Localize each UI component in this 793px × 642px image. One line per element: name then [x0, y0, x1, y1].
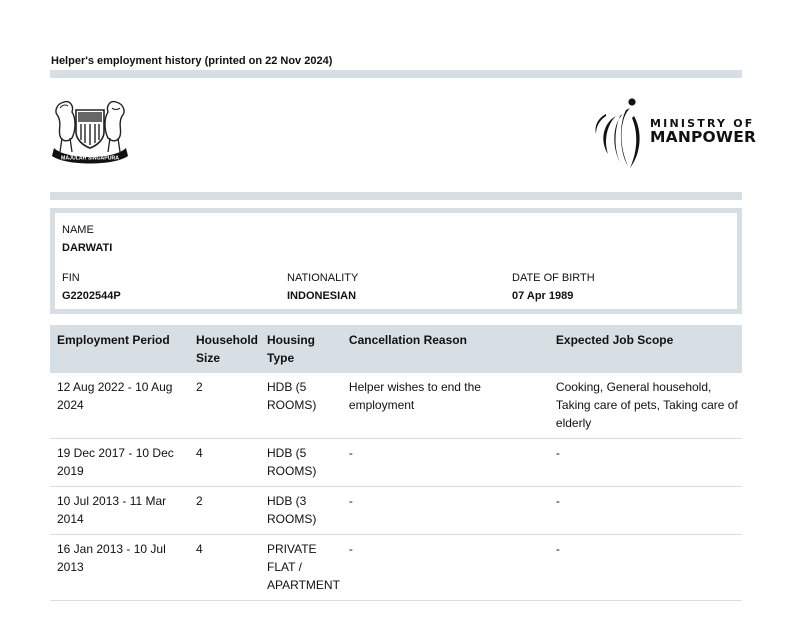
logo-line2: MANPOWER — [650, 128, 757, 146]
cell-scope: Cooking, General household, Taking care of pets, Taking care of elderly — [549, 373, 742, 439]
section-divider — [50, 192, 742, 200]
employment-history-table — [50, 325, 742, 601]
logo-line1: MINISTRY OF — [650, 117, 755, 130]
table-row — [50, 535, 742, 601]
cell-housing: HDB (3 ROOMS) — [260, 487, 342, 535]
header-housing-type: Housing Type — [260, 325, 342, 373]
header-expected-job-scope: Expected Job Scope — [549, 325, 742, 373]
cell-housing: HDB (5 ROOMS) — [260, 439, 342, 487]
page-title: Helper's employment history (printed on 22 Nov 2024) — [51, 55, 333, 67]
table-row — [50, 373, 742, 439]
fin-value: G2202544P — [62, 290, 121, 302]
cell-period: 19 Dec 2017 - 10 Dec 2019 — [50, 439, 189, 487]
crest-motto: MAJULAH SINGAPURA — [61, 155, 119, 162]
cell-scope: - — [549, 487, 742, 535]
cell-size: 2 — [189, 373, 260, 439]
name-value: DARWATI — [62, 242, 113, 254]
cell-size: 4 — [189, 439, 260, 487]
dob-label: DATE OF BIRTH — [512, 272, 595, 284]
cell-period: 10 Jul 2013 - 11 Mar 2014 — [50, 487, 189, 535]
singapore-crest-logo — [50, 96, 130, 168]
cell-reason: Helper wishes to end the employment — [342, 373, 549, 439]
cell-reason: - — [342, 535, 549, 601]
table-row — [50, 439, 742, 487]
header-household-size: Household Size — [189, 325, 260, 373]
dob-value: 07 Apr 1989 — [512, 290, 574, 302]
cell-period: 12 Aug 2022 - 10 Aug 2024 — [50, 373, 189, 439]
cell-size: 4 — [189, 535, 260, 601]
table-header-row — [50, 325, 742, 373]
cell-scope: - — [549, 535, 742, 601]
helper-info-panel — [50, 208, 742, 314]
name-label: NAME — [62, 224, 94, 236]
table-row — [50, 487, 742, 535]
cell-reason: - — [342, 487, 549, 535]
nationality-value: INDONESIAN — [287, 290, 357, 302]
header-cancellation-reason: Cancellation Reason — [342, 325, 549, 373]
cell-reason: - — [342, 439, 549, 487]
cell-size: 2 — [189, 487, 260, 535]
cell-housing: HDB (5 ROOMS) — [260, 373, 342, 439]
cell-scope: - — [549, 439, 742, 487]
header-divider — [50, 70, 742, 78]
fin-label: FIN — [62, 272, 80, 284]
nationality-label: NATIONALITY — [287, 272, 359, 284]
header-employment-period: Employment Period — [50, 325, 189, 373]
cell-housing: PRIVATE FLAT / APARTMENT — [260, 535, 342, 601]
cell-period: 16 Jan 2013 - 10 Jul 2013 — [50, 535, 189, 601]
